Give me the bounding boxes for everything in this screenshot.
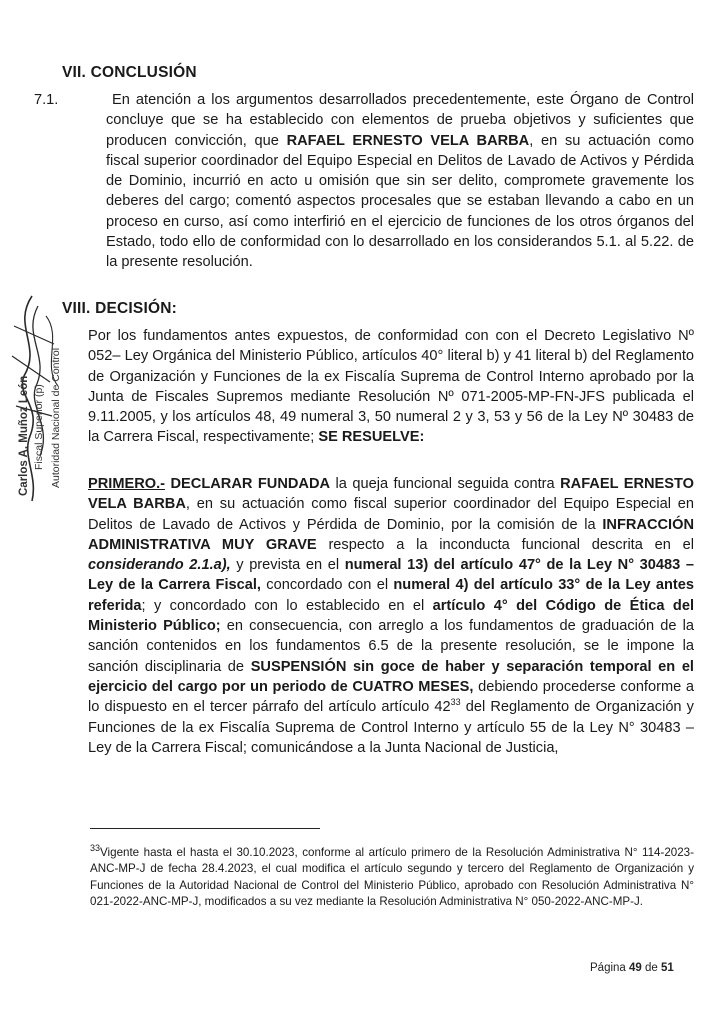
numeral-4: numeral 4) del artículo 33° de la Ley antes referida: [88, 577, 694, 614]
se-resuelve: SE RESUELVE:: [318, 429, 425, 446]
sancion: SUSPENSIÓN sin goce de haber y separación temporal en el ejercicio del cargo por un periodo de CUATRO MESES,: [88, 658, 694, 695]
text-run: del Reglamento de Organización y Funciones de la ex Fiscalía Suprema de Control Interno y artículo 55 de la Ley N° 30483 – Ley de la Carrera Fiscal; comunicándose a la Junta Nacional de Justicia,: [88, 699, 694, 756]
page-current: 49: [629, 962, 642, 974]
paragraph-7-1: [34, 90, 694, 273]
stamp-role: Fiscal Superior (p): [33, 384, 45, 470]
section-heading-conclusion: VII. CONCLUSIÓN: [62, 64, 197, 81]
footnote-number: 33: [90, 843, 101, 854]
text-run: , en su actuación como fiscal superior coordinador del Equipo Especial en Delitos de Lavado de Activos y Pérdida de Dominio, incurrió en acto u omisión que sin ser delito, compromete gravemente los deberes del cargo; comentó aspectos procesales que se estaban llevando a cabo en un proceso en curso, así como interfirió en el ejercicio de funciones de los otros órganos del Estado, todo ello de conformidad con lo desarrollado en los considerandos 5.1. al 5.22. de la presente resolución.: [106, 132, 694, 271]
articulo-4: artículo 4° del Código de Ética del Ministerio Público;: [88, 597, 695, 635]
text-run: y prevista en el: [230, 557, 345, 574]
text-run: concordado con el: [260, 577, 394, 594]
page-total: 51: [661, 962, 674, 974]
page-number: [590, 962, 674, 974]
footnote-divider: [90, 828, 320, 829]
footnote-ref: 33: [450, 697, 461, 708]
paragraph-number: 7.1.: [34, 92, 59, 108]
text-run: la queja funcional seguida contra: [330, 476, 561, 492]
infraccion: INFRACCIÓN ADMINISTRATIVA MUY GRAVE: [88, 516, 694, 553]
text-run: , en su actuación como fiscal superior coordinador del Equipo Especial en Delitos de Lavado de Activos y Pérdida de Dominio, por la comisión de la: [88, 496, 694, 533]
stamp-organization: Autoridad Nacional de Control: [50, 347, 62, 488]
accused-name: RAFAEL ERNESTO VELA BARBA: [286, 132, 530, 149]
text-run: debiendo procederse conforme a lo dispuesto en el tercer párrafo del artículo artículo 42: [88, 678, 694, 716]
text-run: en consecuencia, con arreglo a los fundamentos de graduación de la sanción contenidos en los fundamentos 6.5 de la presente resolución, se le impone la sanción disciplinaria de: [88, 618, 694, 675]
considerando: considerando 2.1.a),: [88, 557, 231, 574]
footnote-text: Vigente hasta el hasta el 30.10.2023, conforme al artículo primero de la Resolución Administrativa N° 114-2023-ANC-MP-J de fecha 28.4.2023, el cual modifica el artículo segundo y tercero del Reglamento de Organización y Funciones de la Autoridad Nacional de Control del Ministerio Público, aprobado con Resolución Administrativa N° 021-2022-ANC-MP-J, modificados a su vez mediante la Resolución Administrativa N° 050-2022-ANC-MP-J.: [90, 846, 694, 909]
text-run: ; y concordado con lo establecido en el: [141, 597, 433, 614]
numeral-13: numeral 13) del artículo 47° de la Ley N° 30483 – Ley de la Carrera Fiscal,: [88, 557, 694, 594]
text-run: respecto a la inconducta funcional descrita en el: [316, 536, 694, 553]
text-run: Por los fundamentos antes expuestos, de conformidad con con el Decreto Legislativo Nº 052– Ley Orgánica del Ministerio Público, artículos 40° literal b) y 41 literal b) del Reglamento de Organización y Funciones de la ex Fiscalía Suprema de Control Interno aprobado por la Junta de Fiscales Supremos mediante Resolución Nº 071-2005-MP-FN-JFS publicada el 9.11.2005, y los artículos 48, 49 numeral 3, 50 numeral 2 y 3, 53 y 56 de la Ley Nº 30483 de la Carrera Fiscal, respectivamente;: [88, 328, 694, 446]
paragraph-decision: [88, 326, 694, 448]
stamp-name: Carlos A. Muñoz León: [18, 375, 30, 496]
accused-name: RAFAEL ERNESTO VELA BARBA: [88, 476, 694, 513]
footnote: [90, 845, 694, 911]
declarar-fundada: DECLARAR FUNDADA: [165, 476, 331, 492]
page-of: de: [645, 962, 658, 974]
page-label: Página: [590, 962, 626, 974]
primero-label: PRIMERO.-: [88, 476, 166, 492]
text-run: En atención a los argumentos desarrollados precedentemente, este Órgano de Control concluye que se ha establecido con elementos de prueba objetivos y suficientes que producen convicción, que: [106, 92, 694, 149]
paragraph-primero: [88, 474, 694, 758]
section-heading-decision: VIII. DECISIÓN:: [62, 300, 177, 317]
